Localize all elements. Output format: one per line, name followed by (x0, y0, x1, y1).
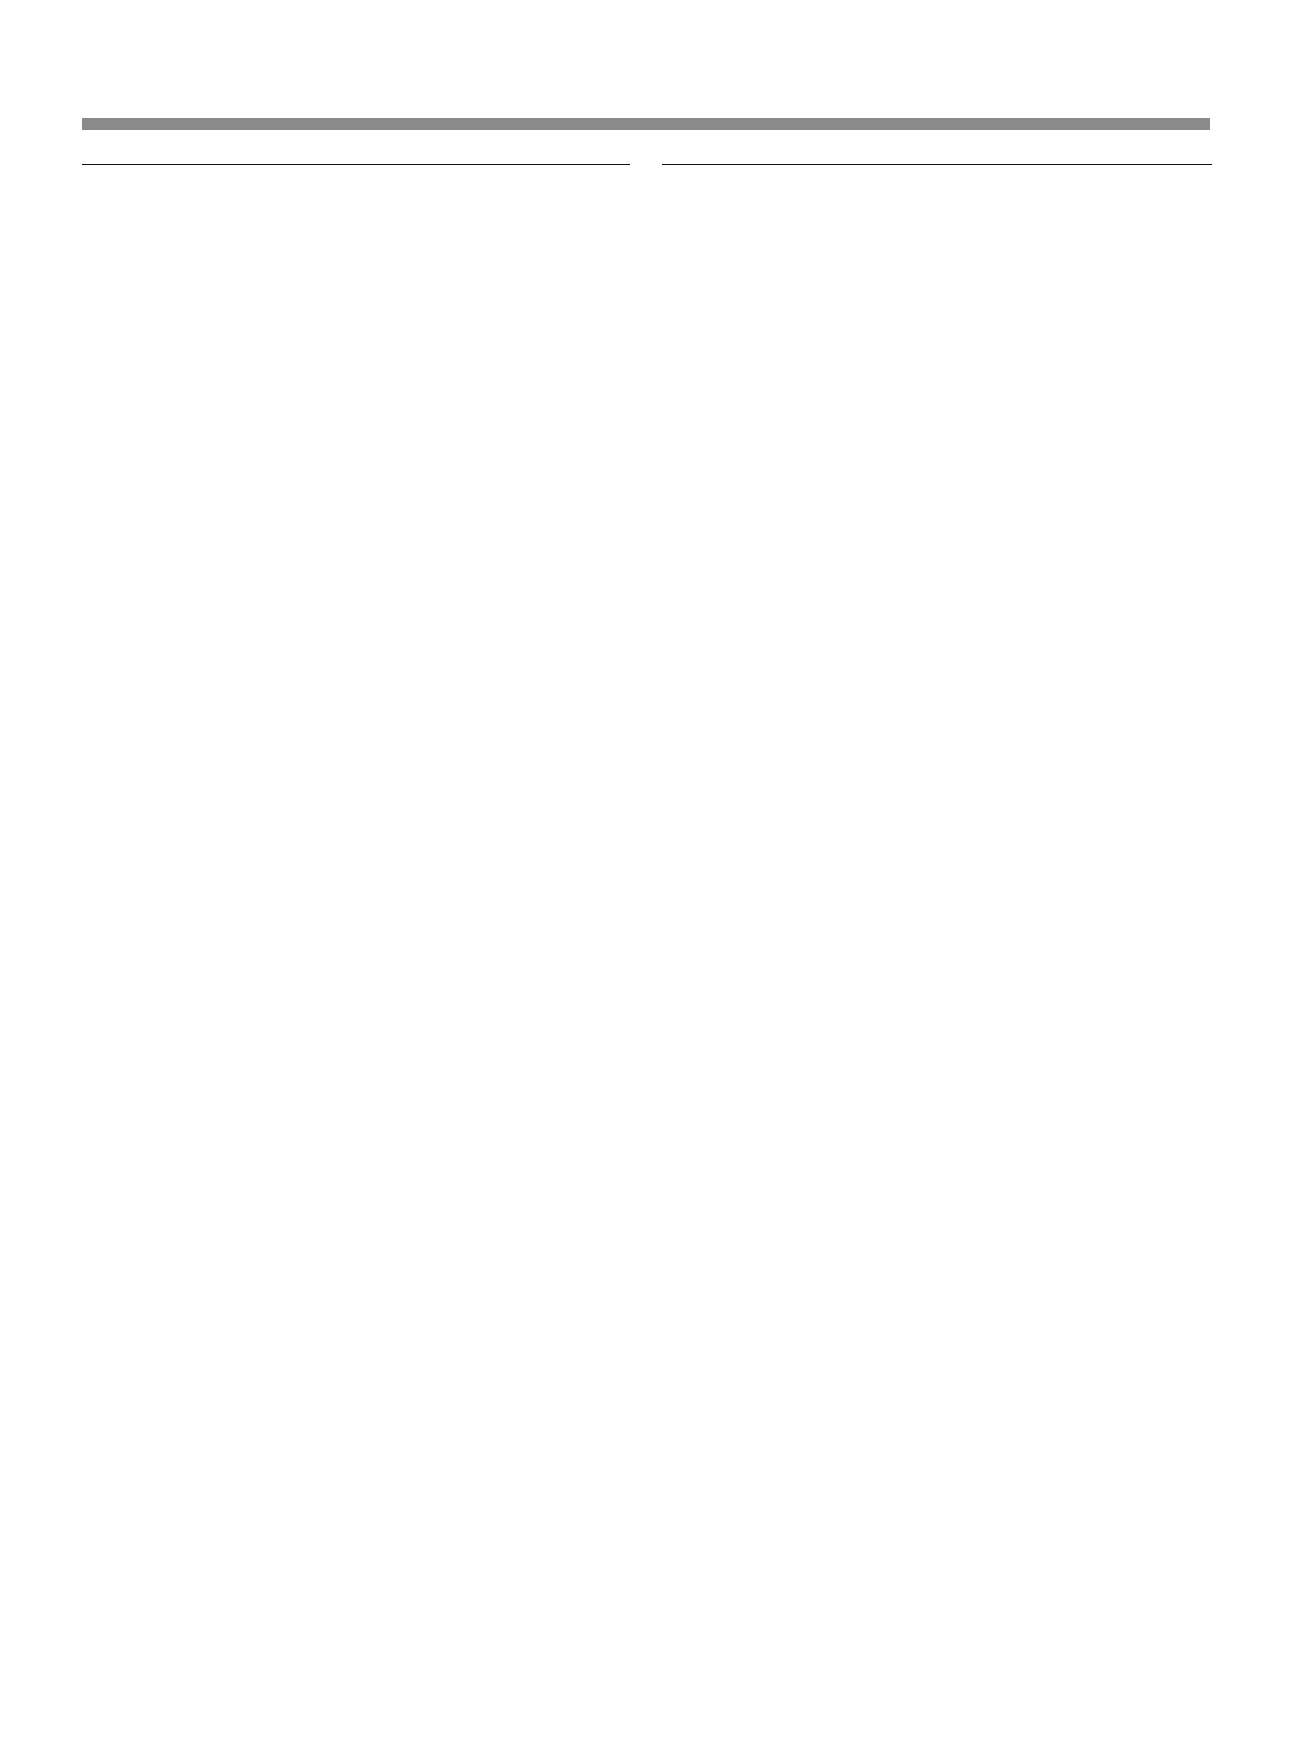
column-header (82, 140, 630, 165)
right-column (662, 140, 1212, 165)
column-header (662, 140, 1212, 165)
header-rule (82, 118, 1210, 130)
page-header (82, 74, 1210, 114)
left-column (82, 140, 630, 165)
